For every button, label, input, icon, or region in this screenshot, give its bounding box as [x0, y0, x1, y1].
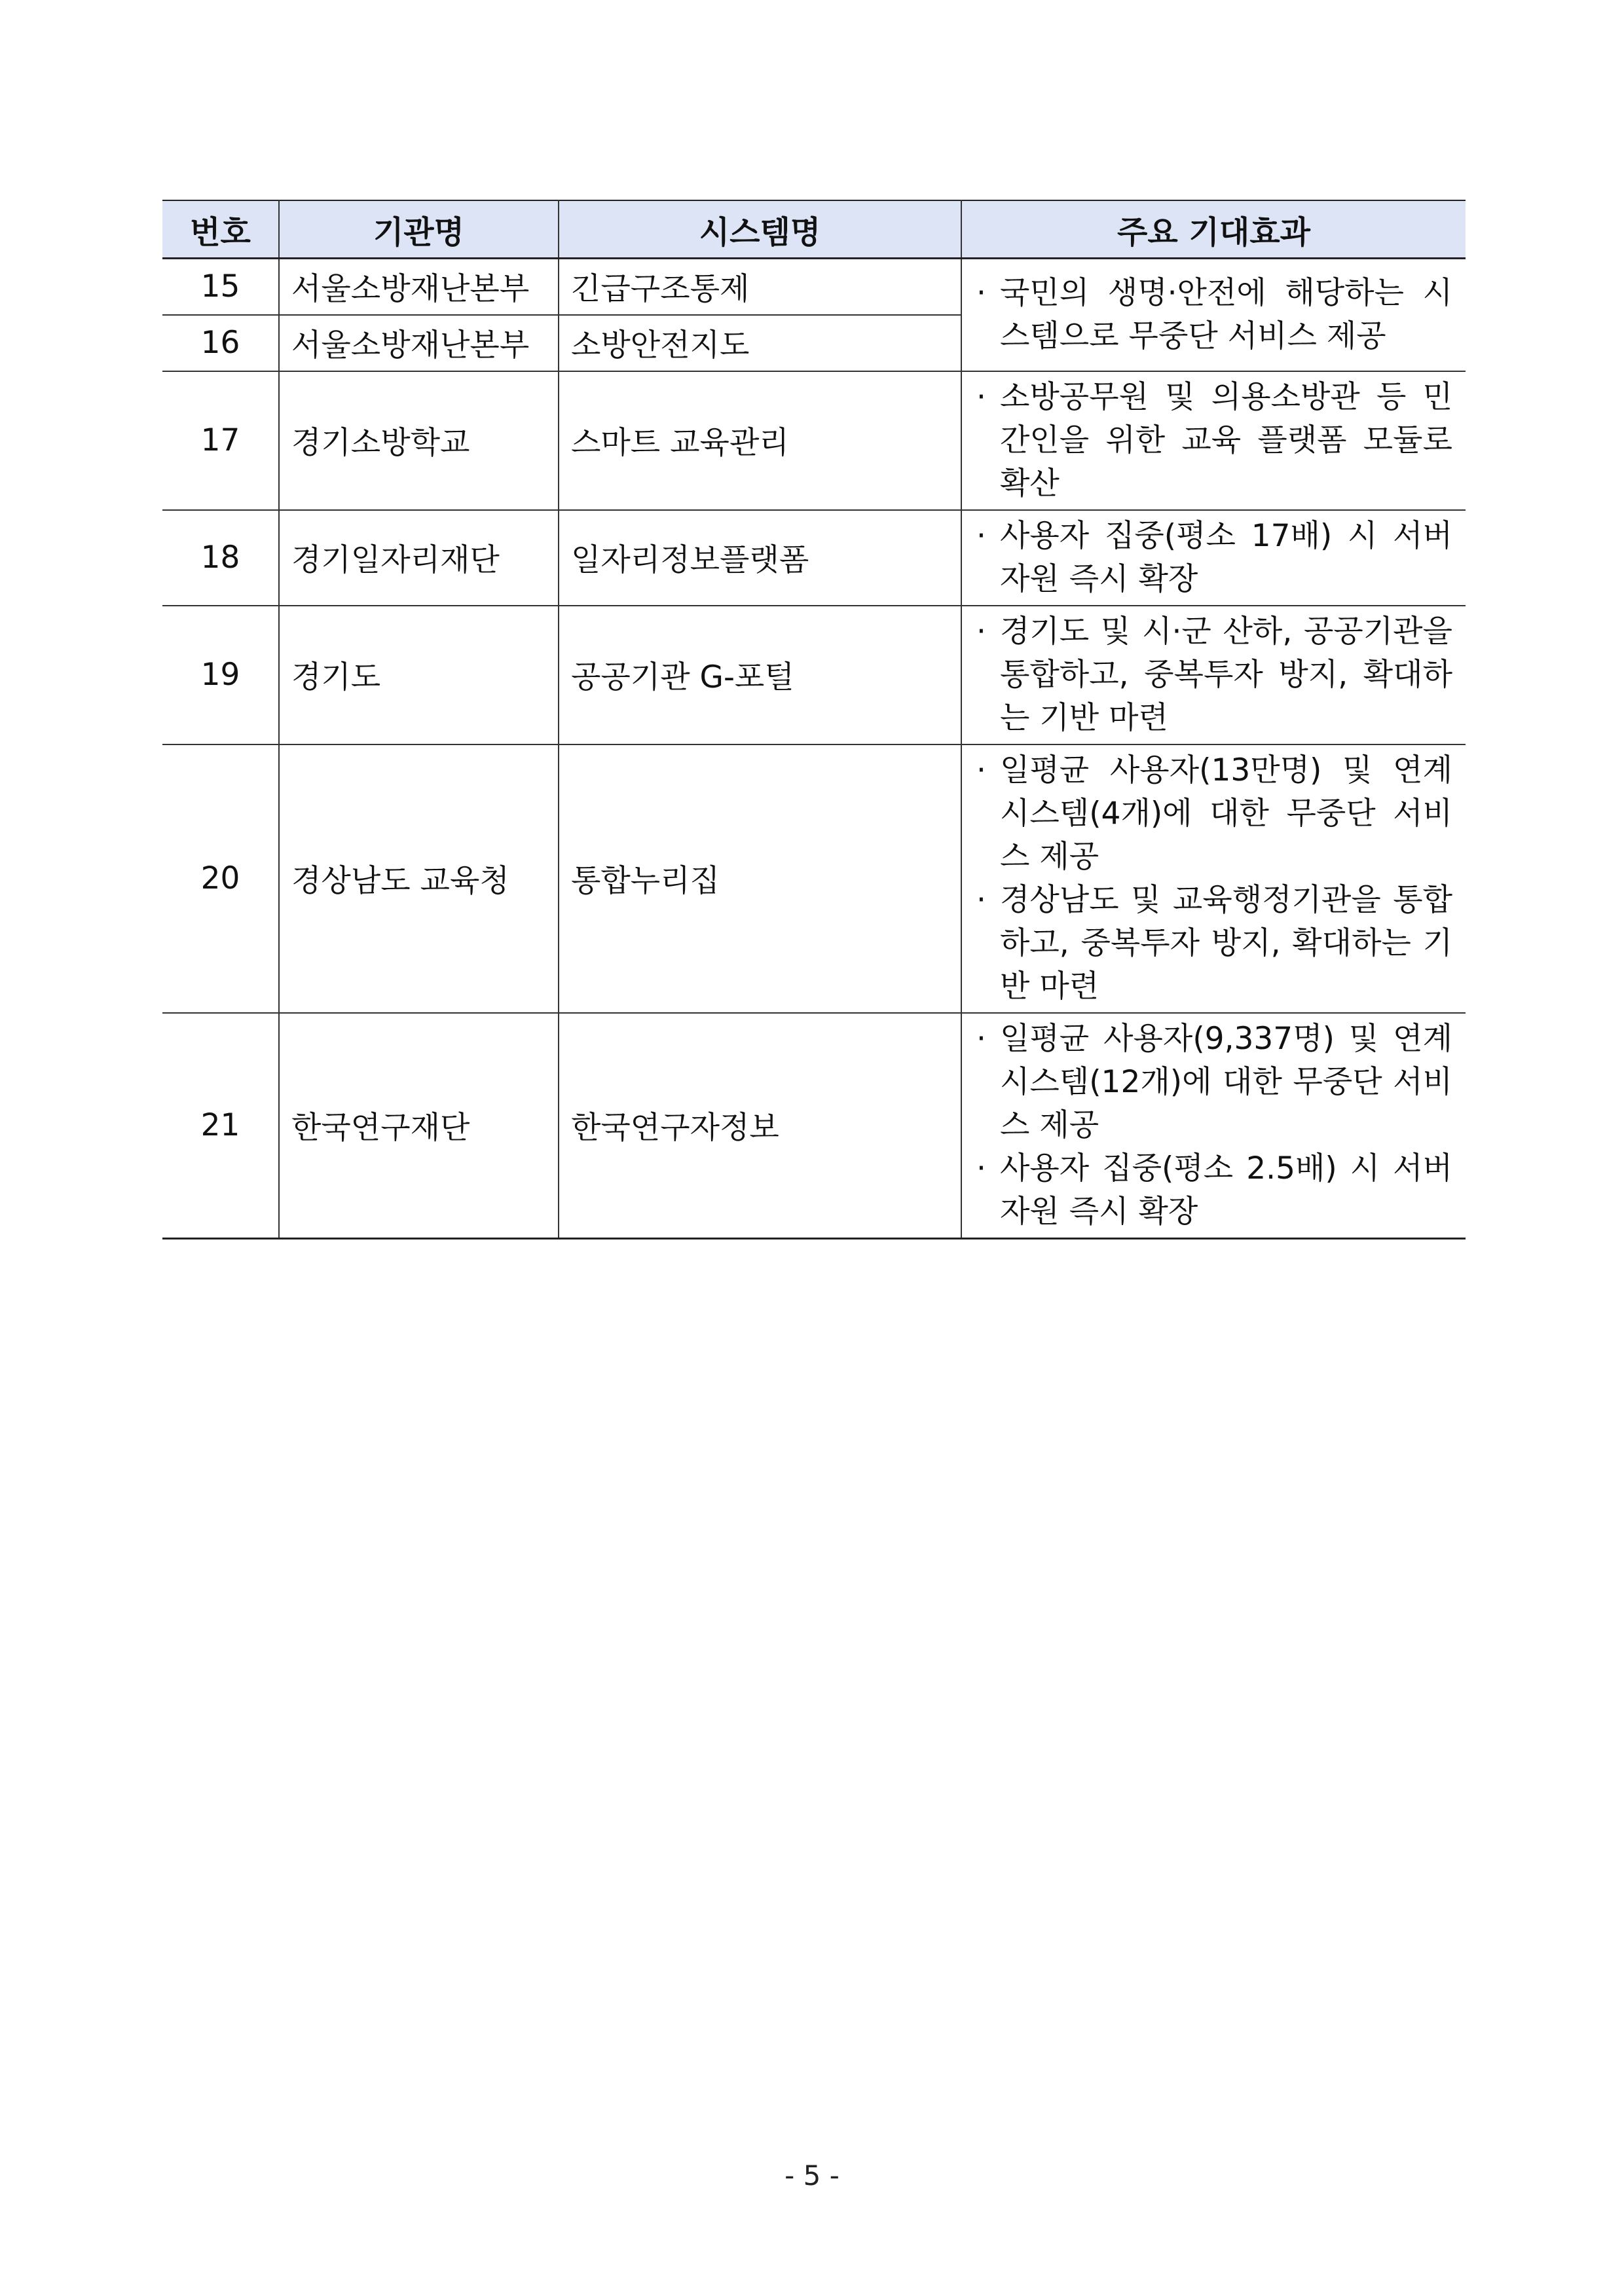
cell-organization: 한국연구재단 — [279, 1013, 559, 1239]
table-row — [162, 744, 1466, 1013]
cell-number: 20 — [162, 744, 279, 1013]
cell-expected-effects — [961, 510, 1466, 606]
cell-number: 16 — [162, 315, 279, 371]
cell-organization: 서울소방재난본부 — [279, 315, 559, 371]
cell-organization: 경기도 — [279, 606, 559, 744]
effect-item — [976, 879, 1452, 1008]
effect-item — [976, 515, 1452, 601]
cell-number: 17 — [162, 371, 279, 510]
cell-expected-effects — [961, 259, 1466, 371]
cell-expected-effects — [961, 1013, 1466, 1239]
table-header-row — [162, 200, 1466, 259]
table-row — [162, 1013, 1466, 1239]
effect-text: 일평균 사용자(13만명) 및 연계 시스템(4개)에 대한 무중단 서비스 제공 — [1000, 752, 1452, 875]
bullet-mark: · — [976, 1020, 986, 1057]
header-expected-effects: 주요 기대효과 — [961, 200, 1466, 259]
page-number: - 5 - — [784, 2159, 840, 2192]
bullet-mark: · — [976, 881, 986, 918]
effect-item — [976, 272, 1452, 358]
header-organization: 기관명 — [279, 200, 559, 259]
header-system-name: 시스템명 — [559, 200, 961, 259]
effect-text: 일평균 사용자(9,337명) 및 연계 시스템(12개)에 대한 무중단 서비스 제공 — [1000, 1020, 1452, 1143]
effect-item — [976, 749, 1452, 879]
cell-expected-effects — [961, 606, 1466, 744]
effect-text: 사용자 집중(평소 17배) 시 서버 자원 즉시 확장 — [1000, 517, 1452, 597]
cell-system-name: 일자리정보플랫폼 — [559, 510, 961, 606]
bullet-mark: · — [976, 613, 986, 650]
header-number: 번호 — [162, 200, 279, 259]
cell-system-name: 스마트 교육관리 — [559, 371, 961, 510]
effect-text: 경기도 및 시·군 산하, 공공기관을 통합하고, 중복투자 방지, 확대하는 기반 마련 — [1000, 613, 1452, 736]
cell-organization: 경상남도 교육청 — [279, 744, 559, 1013]
effect-text: 소방공무원 및 의용소방관 등 민간인을 위한 교육 플랫폼 모듈로 확산 — [1000, 378, 1452, 502]
effect-item — [976, 610, 1452, 740]
effect-text: 사용자 집중(평소 2.5배) 시 서버 자원 즉시 확장 — [1000, 1150, 1452, 1230]
cell-number: 18 — [162, 510, 279, 606]
bullet-mark: · — [976, 752, 986, 788]
cell-expected-effects — [961, 371, 1466, 510]
cell-system-name: 긴급구조통제 — [559, 259, 961, 315]
table-row — [162, 606, 1466, 744]
cell-system-name: 소방안전지도 — [559, 315, 961, 371]
bullet-mark: · — [976, 378, 986, 415]
table-row — [162, 371, 1466, 510]
effect-text: 경상남도 및 교육행정기관을 통합하고, 중복투자 방지, 확대하는 기반 마련 — [1000, 881, 1452, 1004]
effect-item — [976, 1147, 1452, 1234]
cell-number: 21 — [162, 1013, 279, 1239]
cell-organization: 경기소방학교 — [279, 371, 559, 510]
bullet-mark: · — [976, 1150, 986, 1186]
cell-system-name: 한국연구자정보 — [559, 1013, 961, 1239]
table-row — [162, 510, 1466, 606]
cell-organization: 경기일자리재단 — [279, 510, 559, 606]
cell-expected-effects — [961, 744, 1466, 1013]
bullet-mark: · — [976, 517, 986, 554]
table-row — [162, 259, 1466, 315]
effect-item — [976, 376, 1452, 505]
effect-text: 국민의 생명·안전에 해당하는 시스템으로 무중단 서비스 제공 — [1000, 274, 1452, 354]
system-table — [162, 200, 1466, 1239]
cell-number: 19 — [162, 606, 279, 744]
cell-system-name: 공공기관 G-포털 — [559, 606, 961, 744]
bullet-mark: · — [976, 274, 986, 311]
effect-item — [976, 1018, 1452, 1147]
cell-organization: 서울소방재난본부 — [279, 259, 559, 315]
cell-system-name: 통합누리집 — [559, 744, 961, 1013]
cell-number: 15 — [162, 259, 279, 315]
